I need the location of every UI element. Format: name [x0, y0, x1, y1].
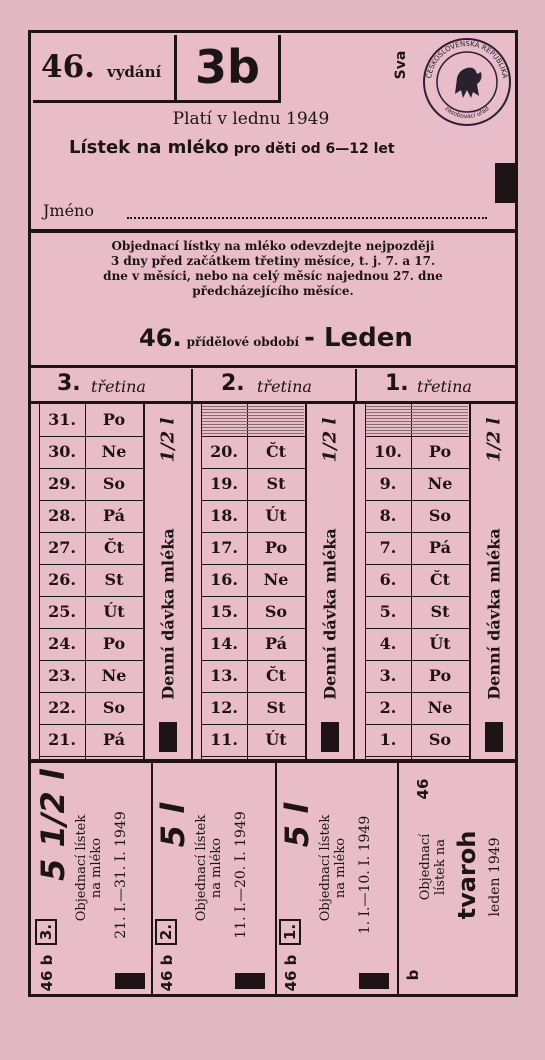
header-rule	[31, 229, 515, 233]
day-number[interactable]: 22.	[48, 698, 76, 717]
day-number[interactable]: 24.	[48, 634, 76, 653]
day-number[interactable]: 14.	[210, 634, 238, 653]
lion-emblem-icon	[455, 68, 482, 98]
period-label: přídělové období	[186, 335, 300, 349]
stamp-bottom-text: zásobovací úřad	[443, 105, 491, 121]
day-number[interactable]: 25.	[48, 602, 76, 621]
day-name[interactable]: Út	[265, 730, 287, 749]
stamp-top-text: ČESKOSLOVENSKÁ REPUBLIKA	[425, 39, 509, 79]
tvaroh-code: b	[404, 969, 422, 981]
coupon-code: 46 b	[282, 954, 300, 992]
divider	[355, 369, 357, 401]
coupon-barcode-mark	[359, 973, 389, 989]
divider	[191, 369, 193, 401]
coupon-amount[interactable]: 5 l	[278, 802, 316, 848]
row-line	[39, 468, 143, 469]
coupon-date-range: 1. I.—10. I. 1949	[357, 815, 373, 935]
instruction-line: 3 dny před začátkem třetiny měsíce, t. j. 7. a 17.	[110, 254, 436, 268]
third-header-3	[31, 369, 191, 401]
day-number[interactable]: 9.	[379, 474, 397, 493]
coupon-number[interactable]: 1.	[281, 923, 299, 941]
coupon-barcode-mark	[235, 973, 265, 989]
day-number[interactable]: 27.	[48, 538, 76, 557]
day-name[interactable]: Pá	[265, 634, 287, 653]
day-number[interactable]: 23.	[48, 666, 76, 685]
day-grid	[31, 404, 515, 759]
row-line	[201, 500, 305, 501]
row-line	[201, 596, 305, 597]
third-word: třetina	[417, 377, 472, 396]
day-number[interactable]: 7.	[379, 538, 397, 557]
day-number[interactable]: 18.	[210, 506, 238, 525]
row-line	[201, 756, 305, 757]
day-name[interactable]: Út	[103, 602, 125, 621]
column-line	[143, 404, 145, 759]
day-number[interactable]: 6.	[379, 570, 397, 589]
row-line	[201, 628, 305, 629]
day-name[interactable]: So	[428, 506, 452, 525]
column-line	[353, 404, 355, 759]
day-number[interactable]: 5.	[379, 602, 397, 621]
day-number[interactable]: 3.	[379, 666, 397, 685]
column-line	[305, 404, 307, 759]
day-name[interactable]: Pá	[103, 730, 125, 749]
day-name[interactable]: Čt	[103, 538, 125, 557]
day-number[interactable]: 28.	[48, 506, 76, 525]
day-name[interactable]: So	[428, 730, 452, 749]
third-word: třetina	[91, 377, 146, 396]
ticket-title	[69, 137, 509, 158]
row-line	[365, 660, 469, 661]
blank-cell	[366, 406, 468, 434]
ticket-code: 3b	[195, 40, 260, 94]
period-month: - Leden	[304, 323, 413, 353]
period-number: 46.	[139, 324, 182, 352]
day-name[interactable]: Po	[102, 410, 126, 429]
day-number[interactable]: 2.	[379, 698, 397, 717]
row-line	[365, 756, 469, 757]
row-line	[201, 564, 305, 565]
day-name[interactable]: Ne	[263, 570, 289, 589]
period-heading	[71, 323, 481, 353]
row-line	[39, 628, 143, 629]
day-number[interactable]: 19.	[210, 474, 238, 493]
row-line	[365, 468, 469, 469]
row-line	[39, 756, 143, 757]
row-line	[39, 436, 143, 437]
day-name[interactable]: Ne	[101, 666, 127, 685]
day-number[interactable]: 17.	[210, 538, 238, 557]
header-black-mark	[495, 163, 517, 203]
day-number[interactable]: 12.	[210, 698, 238, 717]
day-number[interactable]: 26.	[48, 570, 76, 589]
day-name[interactable]: St	[266, 474, 286, 493]
daily-ration-amount: 1/2 l	[157, 417, 179, 463]
row-line	[201, 692, 305, 693]
row-line	[365, 628, 469, 629]
day-name[interactable]: Pá	[103, 506, 125, 525]
row-line	[201, 468, 305, 469]
instruction-line: předcházejícího měsíce.	[192, 284, 354, 298]
coupon-divider	[151, 763, 153, 997]
day-name[interactable]: Ne	[427, 698, 453, 717]
third-word: třetina	[257, 377, 312, 396]
row-line	[365, 692, 469, 693]
authority-stamp	[421, 36, 513, 128]
instruction-line: Objednací lístky na mléko odevzdejte nejpozději	[111, 239, 435, 253]
day-number[interactable]: 29.	[48, 474, 76, 493]
day-number[interactable]: 4.	[379, 634, 397, 653]
coupon-text: Objednací lístek na mléko	[318, 814, 348, 922]
day-name[interactable]: Po	[102, 634, 126, 653]
tvaroh-number: 46	[414, 778, 432, 800]
coupon-barcode-mark	[115, 973, 145, 989]
daily-ration-amount: 1/2 l	[483, 417, 505, 463]
row-line	[39, 596, 143, 597]
day-name[interactable]: Čt	[265, 442, 287, 461]
coupon-amount[interactable]: 5 l	[154, 802, 192, 848]
third-header-1	[357, 369, 517, 401]
row-line	[39, 500, 143, 501]
day-name[interactable]: So	[102, 474, 126, 493]
tvaroh-date: leden 1949	[487, 837, 503, 917]
day-number[interactable]: 13.	[210, 666, 238, 685]
day-number[interactable]: 1.	[379, 730, 397, 749]
coupon-divider	[275, 763, 277, 997]
row-line	[201, 436, 305, 437]
coupon-code: 46 b	[158, 954, 176, 992]
instruction-line: dne v měsíci, nebo na celý měsíc najednou 27. dne	[103, 269, 443, 283]
day-name[interactable]: Út	[429, 634, 451, 653]
day-name[interactable]: St	[266, 698, 286, 717]
row-line	[365, 436, 469, 437]
title-rest: pro děti od 6—12 let	[233, 141, 395, 157]
day-number[interactable]: 31.	[48, 410, 76, 429]
daily-ration-label: Denní dávka mléka	[484, 528, 504, 700]
coupon-date-range: 21. I.—31. I. 1949	[113, 811, 129, 939]
row-line	[201, 724, 305, 725]
daily-ration-amount: 1/2 l	[319, 417, 341, 463]
region-code: Sva	[393, 50, 409, 80]
name-field	[127, 217, 487, 219]
edition-number: 46.	[41, 49, 95, 85]
day-name[interactable]: Út	[265, 506, 287, 525]
day-number[interactable]: 21.	[48, 730, 76, 749]
row-line	[39, 692, 143, 693]
day-number[interactable]: 30.	[48, 442, 76, 461]
day-name[interactable]: So	[102, 698, 126, 717]
edition-word: vydání	[107, 63, 162, 81]
row-line	[39, 660, 143, 661]
coupon-text: Objednací lístek na mléko	[194, 814, 224, 922]
third-number: 1.	[385, 371, 409, 396]
column-line	[191, 404, 193, 759]
coupon-number[interactable]: 3.	[37, 923, 55, 941]
tvaroh-title[interactable]: tvaroh	[453, 830, 481, 920]
coupon-divider	[397, 763, 399, 997]
day-name[interactable]: Ne	[101, 442, 127, 461]
row-line	[39, 564, 143, 565]
black-mark	[485, 722, 503, 752]
coupon-amount[interactable]: 5 1/2 l	[34, 769, 72, 881]
third-number: 2.	[221, 371, 245, 396]
coupon-code: 46 b	[38, 954, 56, 992]
blank-cell	[202, 406, 304, 434]
day-name[interactable]: Ne	[427, 474, 453, 493]
row-line	[365, 564, 469, 565]
day-number[interactable]: 20.	[210, 442, 238, 461]
day-name[interactable]: Čt	[265, 666, 287, 685]
valid-text: Platí v lednu 1949	[172, 109, 330, 129]
black-mark	[321, 722, 339, 752]
instructions	[51, 239, 495, 299]
day-name[interactable]: Po	[428, 442, 452, 461]
daily-ration-label: Denní dávka mléka	[158, 528, 178, 700]
coupon-row	[31, 763, 515, 997]
row-line	[365, 500, 469, 501]
title-bold: Lístek na mléko	[69, 137, 229, 158]
day-number[interactable]: 11.	[210, 730, 238, 749]
day-number[interactable]: 16.	[210, 570, 238, 589]
day-name[interactable]: Po	[428, 666, 452, 685]
row-line	[365, 724, 469, 725]
day-number[interactable]: 8.	[379, 506, 397, 525]
coupon-number[interactable]: 2.	[157, 923, 175, 941]
coupon-text: Objednací lístek na mléko	[74, 814, 104, 922]
day-name[interactable]: Po	[264, 538, 288, 557]
row-line	[39, 724, 143, 725]
black-mark	[159, 722, 177, 752]
day-number[interactable]: 15.	[210, 602, 238, 621]
ticket-code-box	[177, 35, 281, 103]
row-line	[201, 660, 305, 661]
day-name[interactable]: Pá	[429, 538, 451, 557]
day-name[interactable]: Čt	[429, 570, 451, 589]
day-number[interactable]: 10.	[374, 442, 402, 461]
daily-ration-label: Denní dávka mléka	[320, 528, 340, 700]
row-line	[365, 532, 469, 533]
row-line	[365, 596, 469, 597]
period-rule	[31, 365, 515, 368]
day-name[interactable]: St	[104, 570, 124, 589]
coupon-date-range: 11. I.—20. I. 1949	[233, 811, 249, 939]
column-line	[469, 404, 471, 759]
day-name[interactable]: So	[264, 602, 288, 621]
edition-box	[33, 35, 177, 103]
row-line	[39, 532, 143, 533]
third-number: 3.	[57, 371, 81, 396]
day-name[interactable]: St	[430, 602, 450, 621]
name-label: Jméno	[43, 201, 94, 220]
third-header-2	[193, 369, 353, 401]
row-line	[201, 532, 305, 533]
tvaroh-text: Objednací lístek na	[418, 833, 448, 901]
milk-ration-ticket	[28, 30, 518, 997]
